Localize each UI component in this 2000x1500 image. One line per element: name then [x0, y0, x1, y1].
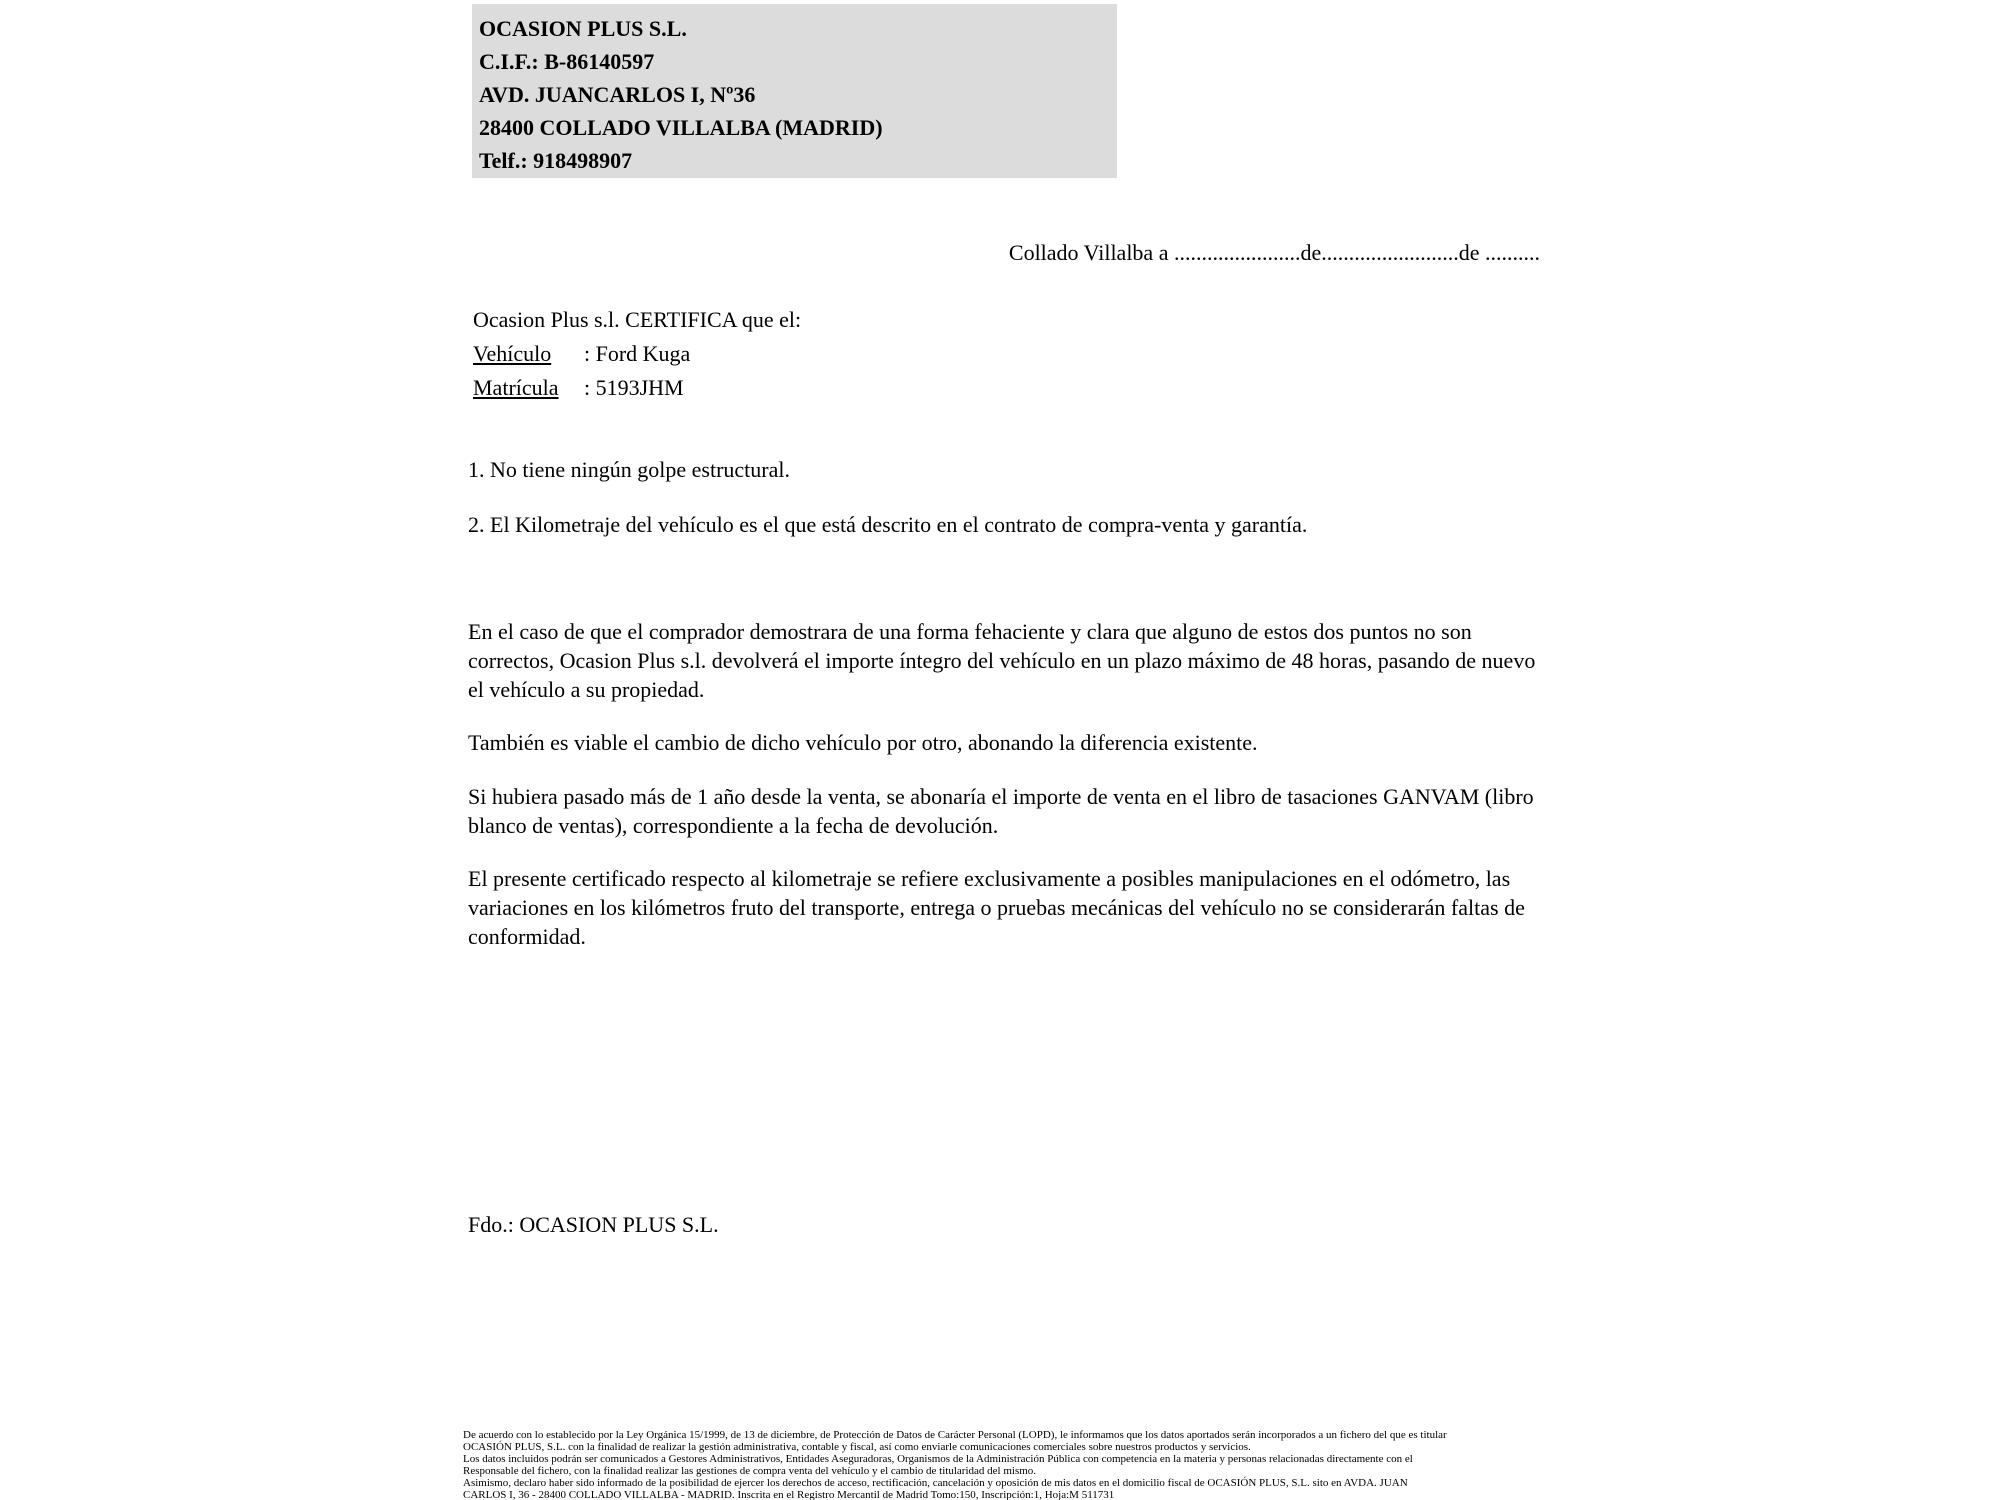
company-name: OCASION PLUS S.L. [479, 16, 687, 41]
legal-footer-line: Asimismo, declaro haber sido informado de la posibilidad de ejercer los derechos de acceso, rectificación, cancelación y oposición de mis datos en el domicilio fiscal de OCASIÓN PLUS, S.L. sito en AVDA. JUAN [463, 1477, 1408, 1489]
vehicle-label: Vehículo [473, 341, 552, 366]
date-line: Collado Villalba a .......................de.........................de .......... [1008, 240, 1540, 265]
paragraph-exchange: También es viable el cambio de dicho vehículo por otro, abonando la diferencia existente. [468, 730, 1258, 755]
certificate-block [473, 303, 1541, 405]
paragraph-ganvam: Si hubiera pasado más de 1 año desde la venta, se abonaría el importe de venta en el libro de tasaciones GANVAM (libro blanco de ventas), correspondiente a la fecha de devolución. [468, 784, 1534, 838]
paragraph-odometer: El presente certificado respecto al kilometraje se refiere exclusivamente a posibles manipulaciones en el odómetro, las variaciones en los kilómetros fruto del transporte, entrega o pruebas mecánicas del vehículo no se considerarán faltas de conformidad. [468, 866, 1525, 949]
plate-value: : 5193JHM [584, 375, 684, 400]
body-text [468, 455, 1540, 951]
company-cif: C.I.F.: B-86140597 [479, 49, 655, 74]
vehicle-value: : Ford Kuga [584, 341, 691, 366]
certificate-intro: Ocasion Plus s.l. CERTIFICA que el: [473, 307, 802, 332]
paragraph-refund: En el caso de que el comprador demostrara de una forma fehaciente y clara que alguno de estos dos puntos no son correctos, Ocasion Plus s.l. devolverá el importe íntegro del vehículo en un plazo máximo de 48 horas, pasando de nuevo el vehículo a su propiedad. [468, 619, 1536, 702]
plate-label: Matrícula [473, 375, 559, 400]
company-address: AVD. JUANCARLOS I, Nº36 [479, 82, 756, 107]
legal-footer-line: OCASIÓN PLUS, S.L. con la finalidad de realizar la gestión administrativa, contable y fiscal, así como enviarle comunicaciones comerciales sobre nuestros productos y servicios. [463, 1441, 1251, 1453]
legal-footer-line: CARLOS I, 36 - 28400 COLLADO VILLALBA - MADRID. Inscrita en el Registro Mercantil de Madrid Tomo:150, Inscripción:1, Hoja:M 511731 [463, 1489, 1115, 1500]
legal-footer [463, 1429, 1563, 1500]
company-city: 28400 COLLADO VILLALBA (MADRID) [479, 115, 883, 140]
legal-footer-line: Responsable del fichero, con la finalidad realizar las gestiones de compra venta del vehículo y el cambio de titularidad del mismo. [463, 1465, 1037, 1477]
certificate-point-2: 2. El Kilometraje del vehículo es el que está descrito en el contrato de compra-venta y garantía. [468, 512, 1308, 537]
certificate-point-1: 1. No tiene ningún golpe estructural. [468, 457, 790, 482]
company-header-box [472, 4, 1117, 178]
company-phone: Telf.: 918498907 [479, 148, 633, 173]
plate-row [473, 371, 1541, 405]
legal-footer-line: Los datos incluidos podrán ser comunicados a Gestores Administrativos, Entidades Aseguradoras, Organismos de la Administración Pública con competencia en la materia y personas relacionadas directamente con el [463, 1453, 1413, 1465]
legal-footer-line: De acuerdo con lo establecido por la Ley Orgánica 15/1999, de 13 de diciembre, de Protección de Datos de Carácter Personal (LOPD), le informamos que los datos aportados serán incorporados a un fichero del que es titular [463, 1429, 1447, 1441]
signature-line: Fdo.: OCASION PLUS S.L. [468, 1212, 719, 1237]
vehicle-row [473, 337, 1541, 371]
